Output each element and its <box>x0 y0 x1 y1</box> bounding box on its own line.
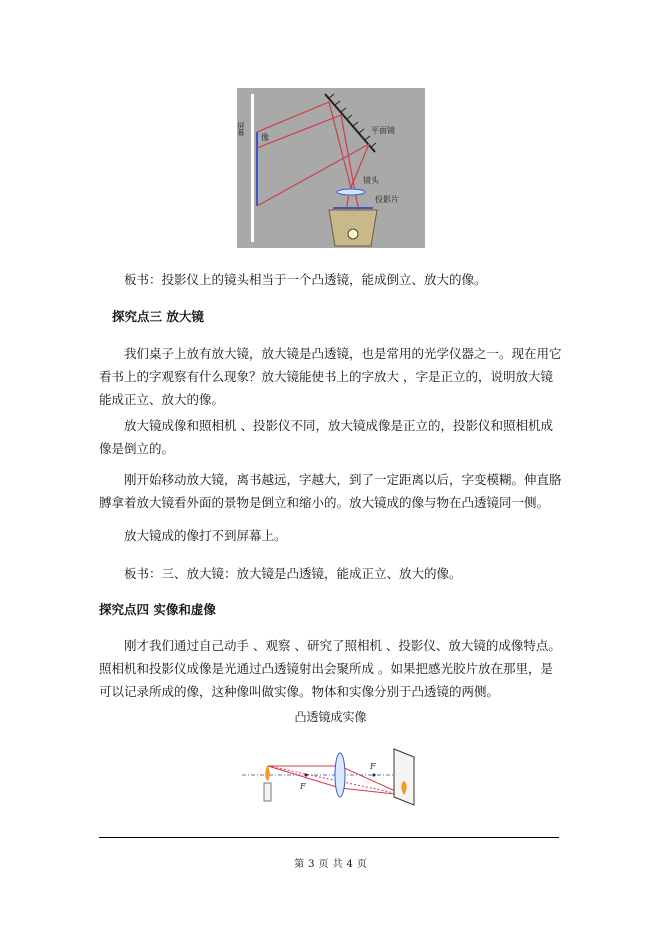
light-rays <box>257 102 369 220</box>
mirror-hatch <box>329 94 376 147</box>
footer-total-word: 共 <box>332 859 343 870</box>
paragraph-real-image: 刚才我们通过自己动手 、观察 、研究了照相机 、投影仪、放大镜的成像特点。照相机和投影仪成像是光通过凸透镜射出会聚所成 。如果把感光胶片放在那里，是可以记录所成的像，这种像叫做实像。物体和实像分别于凸透镜的两侧。 <box>99 638 561 699</box>
footer-suffix: 页 <box>356 859 367 870</box>
lens-shape <box>337 189 365 195</box>
board-note-magnifier: 板书：三、放大镜：放大镜是凸透镜，能成正立、放大的像。 <box>124 566 462 581</box>
focal-point-right <box>373 774 376 777</box>
convex-lens-diagram <box>240 745 420 807</box>
paragraph-magnifier-observe: 刚开始移动放大镜，离书越远，字越大，到了一定距离以后，字变模糊。伸直胳膊拿着放大镜看外面的景物是倒立和缩小的。放大镜成的像与物在凸透镜同一侧。 <box>99 472 562 510</box>
projector-diagram-svg <box>237 88 425 248</box>
screen-label: 屏幕 <box>237 122 245 136</box>
paragraph-magnifier-compare: 放大镜成像和照相机 、投影仪不同，放大镜成像是正立的，投影仪和照相机成像是倒立的。 <box>99 418 553 456</box>
footer-rule <box>99 837 559 838</box>
screen-bar <box>251 94 254 242</box>
image-label: 像 <box>261 133 269 142</box>
lens-label: 镜头 <box>363 176 379 185</box>
focal-label-right: F <box>370 762 376 771</box>
slide-label: 投影片 <box>375 195 399 204</box>
mirror-label: 平面镜 <box>371 126 395 135</box>
focal-point-left <box>305 774 308 777</box>
section-heading-3: 探究点三 放大镜 <box>112 309 204 324</box>
convex-lens-shape <box>335 753 345 797</box>
lamp-icon <box>348 229 358 239</box>
projector-box <box>329 210 377 246</box>
candle-flame-icon <box>265 765 270 781</box>
convex-lens-svg <box>240 745 420 807</box>
footer-total-number: 4 <box>346 859 353 870</box>
paragraph-magnifier-intro: 我们桌子上放有放大镜，放大镜是凸透镜，也是常用的光学仪器之一。现在用它看书上的字观察有什么现象？放大镜能使书上的字放大 ，字是正立的，说明放大镜能成正立、放大的像。 <box>99 346 562 407</box>
mirror-line <box>325 94 375 152</box>
section-heading-4: 探究点四 实像和虚像 <box>99 602 216 617</box>
figure-caption: 凸透镜成实像 <box>294 710 367 724</box>
footer-page-number: 3 <box>308 859 315 870</box>
footer-page-word: 页 <box>318 859 329 870</box>
footer-prefix: 第 <box>294 859 305 870</box>
page-footer <box>0 855 661 870</box>
focal-label-left: F <box>300 782 306 791</box>
image-screen <box>394 749 414 805</box>
board-note-projector: 板书：投影仪上的镜头相当于一个凸透镜，能成倒立、放大的像。 <box>124 272 487 287</box>
candle-body <box>264 783 271 801</box>
paragraph-magnifier-screen: 放大镜成的像打不到屏幕上。 <box>124 528 287 543</box>
projector-diagram <box>237 88 425 248</box>
